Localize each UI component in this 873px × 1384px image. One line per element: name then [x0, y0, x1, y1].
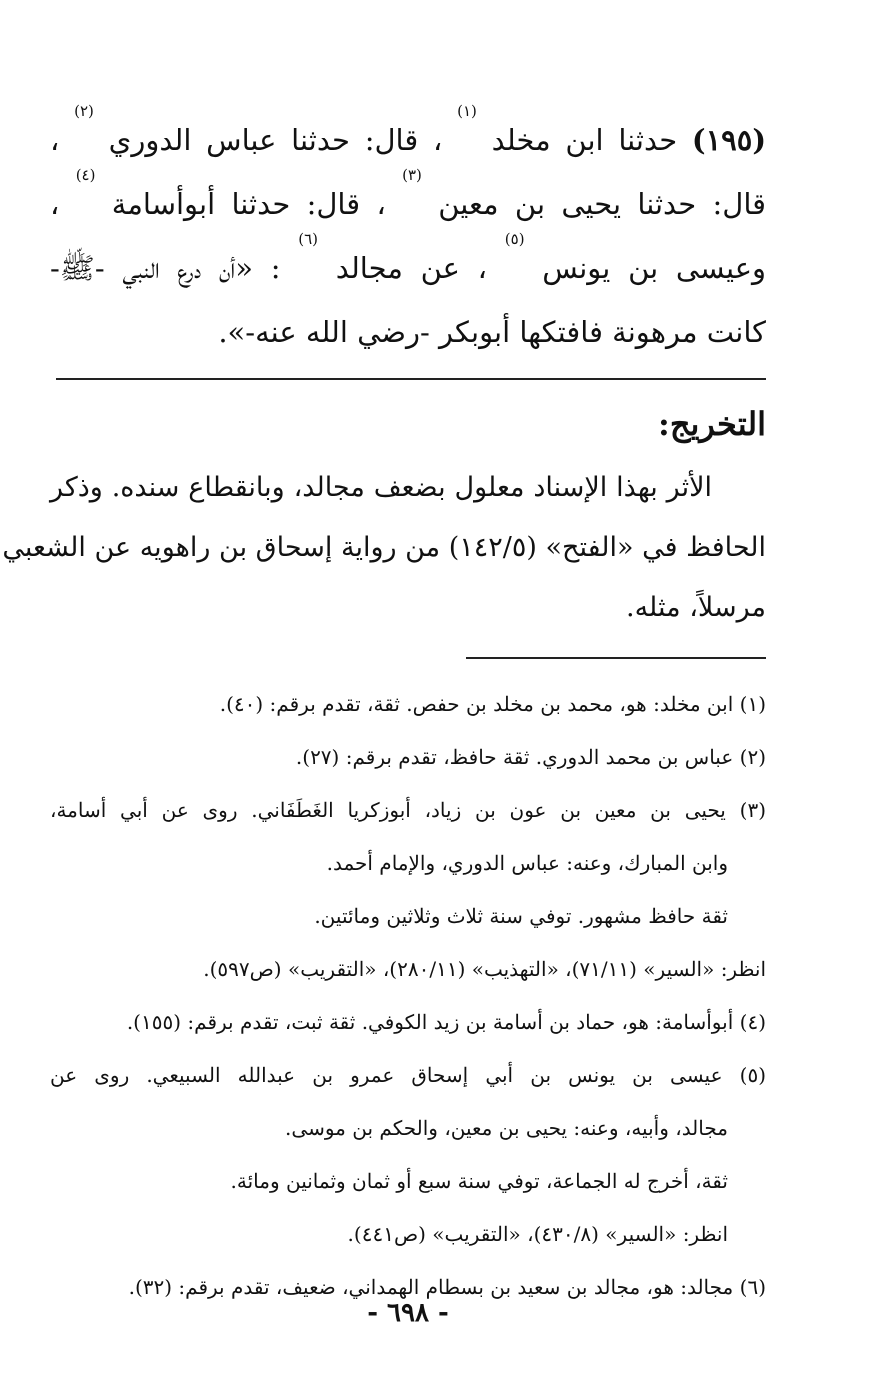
- footnote-ref[interactable]: (١): [457, 102, 477, 120]
- footnote-line: انظر: «السير» (٧١/١١)، «التهذيب» (٢٨٠/١١)، «التقريب» (ص٥٩٧).: [203, 957, 766, 981]
- hadith-line: [50, 166, 767, 236]
- footnote-ref[interactable]: (٥): [504, 230, 525, 248]
- footnote-line: انظر: «السير» (٤٣٠/٨)، «التقريب» (ص٤٤١).: [347, 1222, 728, 1246]
- section-divider: [56, 378, 766, 380]
- hadith-text-segment: قال: حدثنا يحيى بن معين: [438, 187, 767, 221]
- footnote-line: مجالد، وأبيه، وعنه: يحيى بن معين، والحكم بن موسى.: [285, 1116, 728, 1140]
- page-number: - ٦٩٨ -: [367, 1298, 449, 1328]
- footnote-ref[interactable]: (٣): [402, 166, 422, 184]
- hadith-text: [50, 102, 767, 364]
- takhrij-paragraph: [2, 458, 766, 638]
- footnote-line: (٣) يحيى بن معين بن عون بن زياد، أبوزكريا الغَطَفَاني. روى عن أبي أسامة،: [50, 798, 766, 822]
- takhrij-line: الأثر بهذا الإسناد معلول بضعف مجالد، وبانقطاع سنده. وذكر: [50, 472, 712, 503]
- hadith-text-segment: حدثنا ابن مخلد: [491, 123, 678, 157]
- footnote-divider: [466, 657, 766, 659]
- book-page: [2, 0, 767, 1384]
- hadith-line: [50, 102, 767, 172]
- hadith-line: [50, 230, 767, 300]
- hadith-text-segment: ،: [50, 123, 60, 157]
- hadith-line: كانت مرهونة فافتكها أبوبكر -رضي الله عنه-».: [218, 315, 766, 349]
- hadith-text-segment: ، قال: حدثنا عباس الدوري: [108, 123, 443, 157]
- hadith-text-segment: ، عن مجالد: [335, 251, 488, 285]
- hadith-text-segment: ، قال: حدثنا أبوأسامة: [111, 187, 386, 221]
- hadith-text-segment: وعيسى بن يونس: [542, 251, 767, 285]
- footnote-ref[interactable]: (٦): [298, 230, 318, 248]
- hadith-text-segment: ،: [50, 187, 60, 221]
- hadith-text-segment: : «أن درع النبي -ﷺ-: [50, 251, 281, 285]
- takhrij-line: الحافظ في «الفتح» (١٤٢/٥) من رواية إسحاق بن راهويه عن الشعبي: [2, 532, 766, 563]
- footnote-line: ثقة، أخرج له الجماعة، توفي سنة سبع أو ثمان وثمانين ومائة.: [230, 1169, 728, 1193]
- footnote-line: (٦) مجالد: هو، مجالد بن سعيد بن بسطام الهمداني، ضعيف، تقدم برقم: (٣٢).: [128, 1275, 766, 1299]
- footnote-line: (١) ابن مخلد: هو، محمد بن مخلد بن حفص. ثقة، تقدم برقم: (٤٠).: [219, 692, 766, 716]
- footnote-line: وابن المبارك، وعنه: عباس الدوري، والإمام أحمد.: [326, 851, 728, 875]
- footnote-line: (٢) عباس بن محمد الدوري. ثقة حافظ، تقدم برقم: (٢٧).: [295, 745, 766, 769]
- footnote-ref[interactable]: (٤): [75, 166, 96, 184]
- takhrij-heading: التخريج:: [658, 405, 766, 443]
- takhrij-line: مرسلاً، مثله.: [626, 592, 766, 623]
- footnote-line: (٥) عيسى بن يونس بن أبي إسحاق عمرو بن عبدالله السبيعي. روى عن: [50, 1063, 766, 1087]
- footnotes: [50, 678, 766, 1314]
- footnote-line: ثقة حافظ مشهور. توفي سنة ثلاث وثلاثين ومائتين.: [314, 904, 728, 928]
- hadith-number: (١٩٥): [691, 123, 767, 157]
- footnote-line: (٤) أبوأسامة: هو، حماد بن أسامة بن زيد الكوفي. ثقة ثبت، تقدم برقم: (١٥٥).: [126, 1010, 766, 1034]
- footnote-ref[interactable]: (٢): [74, 102, 94, 120]
